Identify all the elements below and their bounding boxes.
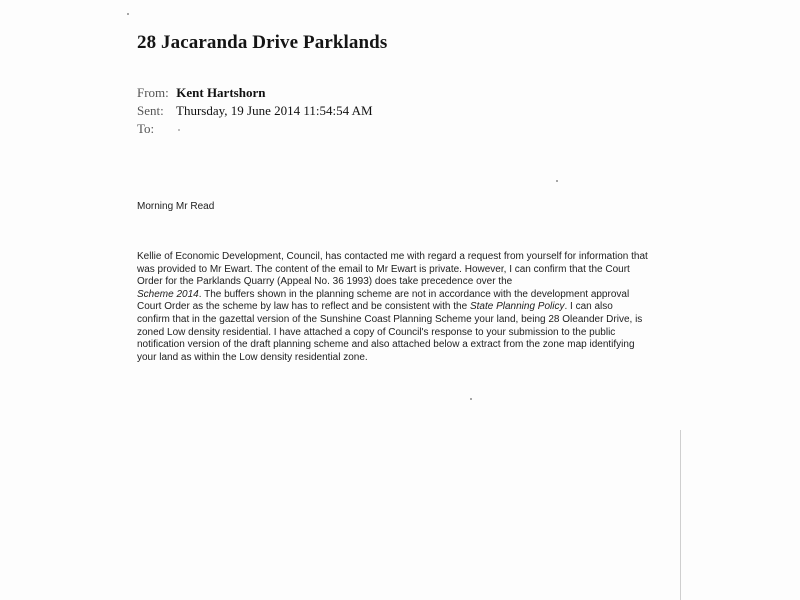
body-line: confirm that in the gazettal version of the Sunshine Coast Planning Scheme your land, being 28 Oleander Drive, is xyxy=(137,313,643,325)
email-body xyxy=(137,251,667,364)
body-line: your land as within the Low density residential zone. xyxy=(137,351,368,363)
scan-speck xyxy=(470,398,472,400)
body-text-segment: Court Order as the scheme by law has to reflect and be consistent with the xyxy=(137,301,470,313)
policy-title: State Planning Policy xyxy=(469,301,565,313)
from-label: From: xyxy=(137,85,169,100)
body-text-segment: . I can also xyxy=(564,301,613,313)
scan-edge-line xyxy=(680,430,681,600)
to-row xyxy=(137,120,373,138)
body-text-segment: . The buffers shown in the planning scheme are not in accordance with the development approval xyxy=(198,288,630,300)
body-line: zoned Low density residential. I have attached a copy of Council's response to your submission to the public xyxy=(137,326,616,338)
from-row xyxy=(137,84,373,102)
body-line: Order for the Parklands Quarry (Appeal No. 36 1993) does take precedence over the xyxy=(137,276,513,288)
sent-label: Sent: xyxy=(137,103,164,118)
body-line: Kellie of Economic Development, Council, has contacted me with regard a request from yourself for information that xyxy=(137,251,648,262)
scan-speck xyxy=(127,13,129,15)
redacted-recipient xyxy=(178,129,180,131)
scan-speck xyxy=(556,180,558,182)
body-line xyxy=(137,301,667,314)
email-subject: 28 Jacaranda Drive Parklands xyxy=(137,32,388,53)
greeting: Morning Mr Read xyxy=(137,201,215,212)
scheme-title: Scheme 2014 xyxy=(137,288,199,300)
sent-date: Thursday, 19 June 2014 11:54:54 AM xyxy=(176,103,373,118)
sender-name: Kent Hartshorn xyxy=(176,85,266,100)
email-headers xyxy=(137,84,373,138)
body-line: was provided to Mr Ewart. The content of the email to Mr Ewart is private. However, I can confirm that the Court xyxy=(137,263,630,275)
sent-row xyxy=(137,102,373,120)
to-label: To: xyxy=(137,121,155,136)
body-line xyxy=(137,289,667,302)
body-line: notification version of the draft planning scheme and also attached below a extract from the zone map identifying xyxy=(137,339,635,351)
